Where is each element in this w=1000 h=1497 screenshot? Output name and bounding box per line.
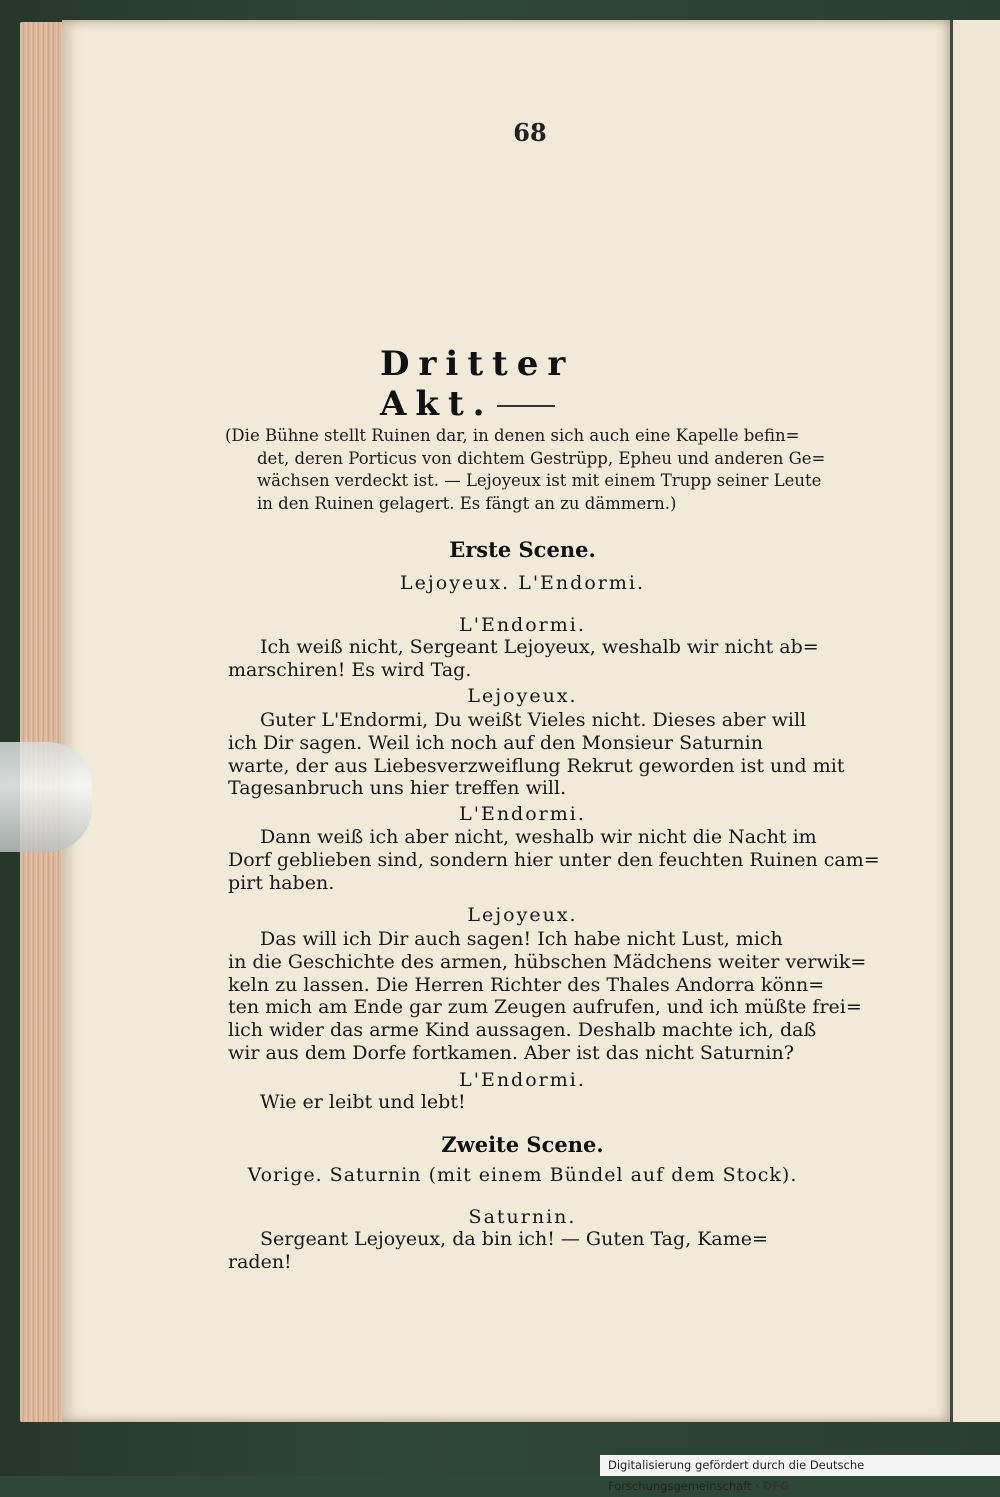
speech-line: Tagesanbruch uns hier treffen will. xyxy=(228,777,567,800)
speech xyxy=(228,1228,820,1274)
stage-line: in den Ruinen gelagert. Es fängt an zu dämmern.) xyxy=(257,493,677,513)
speech xyxy=(228,1091,820,1114)
speech xyxy=(228,636,820,682)
stage-line: det, deren Porticus von dichtem Gestrüpp, Epheu und anderen Ge= xyxy=(257,448,826,468)
speech-line: Sergeant Lejoyeux, da bin ich! — Guten Tag, Kame= xyxy=(260,1228,768,1250)
speech-line: warte, der aus Liebesverzweiflung Rekrut geworden ist und mit xyxy=(228,754,845,777)
speaker-name: Saturnin. xyxy=(468,1206,577,1228)
digitization-footer: Digitalisierung gefördert durch die Deutsche Forschungsgemeinschaft · DFG xyxy=(600,1455,1000,1476)
speech-line: Wie er leibt und lebt! xyxy=(260,1091,466,1113)
speech-line: Guter L'Endormi, Du weißt Vieles nicht. Dieses aber will xyxy=(260,709,807,731)
speech-line: Ich weiß nicht, Sergeant Lejoyeux, weshalb wir nicht ab= xyxy=(260,636,819,658)
page-clip xyxy=(0,742,92,852)
stage-line: wächsen verdeckt ist. — Lejoyeux ist mit einem Trupp seiner Leute xyxy=(257,471,822,490)
speech-line: raden! xyxy=(228,1250,292,1273)
speaker-name: L'Endormi. xyxy=(459,614,586,636)
speech-line: ten mich am Ende gar zum Zeugen aufrufen, und ich müßte frei= xyxy=(228,996,862,1019)
stage-direction xyxy=(225,425,826,515)
speech-line: Das will ich Dir auch sagen! Ich habe nicht Lust, mich xyxy=(260,928,783,950)
speech-line: wir aus dem Dorfe fortkamen. Aber ist das nicht Saturnin? xyxy=(228,1041,794,1064)
speech-line: Dann weiß ich aber nicht, weshalb wir nicht die Nacht im xyxy=(260,826,817,848)
speech xyxy=(228,709,845,800)
page-number: 68 xyxy=(513,118,547,147)
scene-title: Zweite Scene. xyxy=(441,1132,604,1157)
scene-characters: Vorige. Saturnin (mit einem Bündel auf dem Stock). xyxy=(247,1164,798,1186)
speech xyxy=(228,826,880,894)
stage-line: (Die Bühne stellt Ruinen dar, in denen sich auch eine Kapelle befin= xyxy=(225,426,800,445)
speech-line: pirt haben. xyxy=(228,871,335,894)
book-page-edges xyxy=(20,22,68,1422)
scene-title: Erste Scene. xyxy=(449,537,596,562)
dfg-logo: DFG xyxy=(762,1479,790,1493)
speaker-name: Lejoyeux. xyxy=(467,685,578,707)
speaker-name: L'Endormi. xyxy=(459,803,586,825)
speech-line: in die Geschichte des armen, hübschen Mädchens weiter verwik= xyxy=(228,950,867,973)
facing-page-edge xyxy=(950,20,1000,1422)
speech-line: ich Dir sagen. Weil ich noch auf den Monsieur Saturnin xyxy=(228,731,763,754)
speech-line: Dorf geblieben sind, sondern hier unter den feuchten Ruinen cam= xyxy=(228,848,880,871)
speech-line: marschiren! Es wird Tag. xyxy=(228,658,472,681)
speech-line: keln zu lassen. Die Herren Richter des Thales Andorra könn= xyxy=(228,973,825,996)
speech-line: lich wider das arme Kind aussagen. Deshalb machte ich, daß xyxy=(228,1019,817,1042)
speech xyxy=(228,928,867,1065)
title-rule xyxy=(497,405,555,407)
scene-characters: Lejoyeux. L'Endormi. xyxy=(400,572,645,594)
footer-text: Digitalisierung gefördert durch die Deutsche Forschungsgemeinschaft xyxy=(608,1458,865,1493)
speaker-name: L'Endormi. xyxy=(459,1069,586,1091)
speaker-name: Lejoyeux. xyxy=(467,904,578,926)
act-title: Dritter Akt. xyxy=(380,344,575,424)
